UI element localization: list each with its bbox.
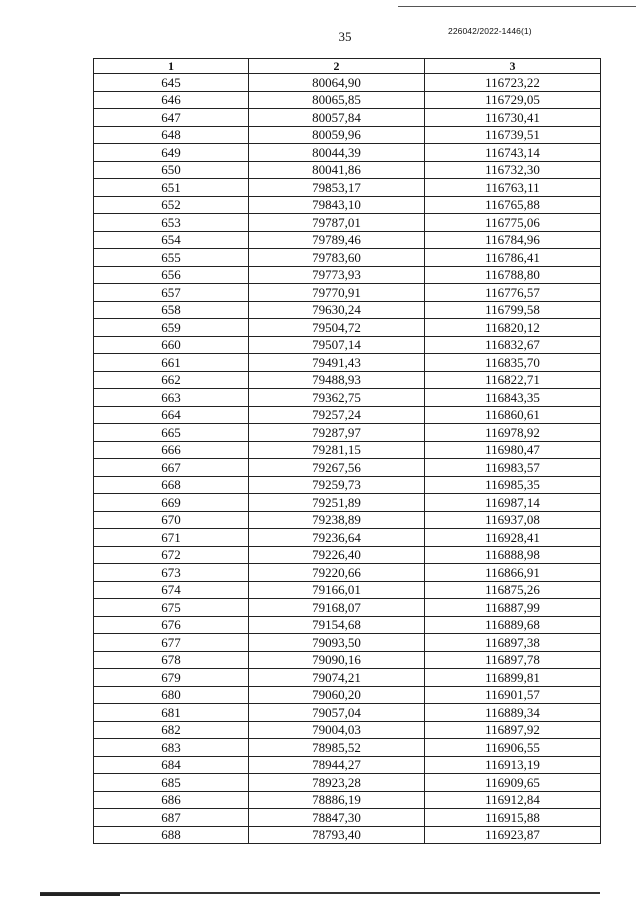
document-id: 226042/2022-1446(1) (448, 26, 532, 36)
x-coordinate-cell: 79281,15 (249, 441, 425, 459)
x-coordinate-cell: 79060,20 (249, 686, 425, 704)
table-row (94, 599, 601, 617)
point-number-cell: 648 (94, 126, 249, 144)
point-number-cell: 664 (94, 406, 249, 424)
footer-rule (40, 892, 600, 894)
point-number-cell: 666 (94, 441, 249, 459)
point-number-cell: 647 (94, 109, 249, 127)
y-coordinate-cell: 116820,12 (425, 319, 601, 337)
y-coordinate-cell: 116822,71 (425, 371, 601, 389)
x-coordinate-cell: 80041,86 (249, 161, 425, 179)
point-number-cell: 686 (94, 791, 249, 809)
y-coordinate-cell: 116909,65 (425, 774, 601, 792)
table-row (94, 686, 601, 704)
point-number-cell: 654 (94, 231, 249, 249)
table-row (94, 826, 601, 844)
x-coordinate-cell: 78985,52 (249, 739, 425, 757)
y-coordinate-cell: 116913,19 (425, 756, 601, 774)
point-number-cell: 677 (94, 634, 249, 652)
footer-rule-mark (40, 893, 120, 896)
table-row (94, 809, 601, 827)
table-row (94, 266, 601, 284)
x-coordinate-cell: 79004,03 (249, 721, 425, 739)
y-coordinate-cell: 116786,41 (425, 249, 601, 267)
point-number-cell: 682 (94, 721, 249, 739)
y-coordinate-cell: 116897,38 (425, 634, 601, 652)
x-coordinate-cell: 79220,66 (249, 564, 425, 582)
point-number-cell: 658 (94, 301, 249, 319)
y-coordinate-cell: 116985,35 (425, 476, 601, 494)
y-coordinate-cell: 116983,57 (425, 459, 601, 477)
x-coordinate-cell: 78944,27 (249, 756, 425, 774)
point-number-cell: 679 (94, 669, 249, 687)
y-coordinate-cell: 116906,55 (425, 739, 601, 757)
y-coordinate-cell: 116901,57 (425, 686, 601, 704)
table-row (94, 634, 601, 652)
column-header-2: 2 (249, 59, 425, 74)
x-coordinate-cell: 80059,96 (249, 126, 425, 144)
y-coordinate-cell: 116889,34 (425, 704, 601, 722)
point-number-cell: 668 (94, 476, 249, 494)
y-coordinate-cell: 116763,11 (425, 179, 601, 197)
table-row (94, 336, 601, 354)
x-coordinate-cell: 79251,89 (249, 494, 425, 512)
point-number-cell: 656 (94, 266, 249, 284)
table-row (94, 319, 601, 337)
x-coordinate-cell: 79843,10 (249, 196, 425, 214)
y-coordinate-cell: 116875,26 (425, 581, 601, 599)
x-coordinate-cell: 79168,07 (249, 599, 425, 617)
point-number-cell: 665 (94, 424, 249, 442)
table-row (94, 284, 601, 302)
table-row (94, 179, 601, 197)
x-coordinate-cell: 79770,91 (249, 284, 425, 302)
x-coordinate-cell: 79236,64 (249, 529, 425, 547)
point-number-cell: 683 (94, 739, 249, 757)
point-number-cell: 680 (94, 686, 249, 704)
x-coordinate-cell: 79773,93 (249, 266, 425, 284)
table-row (94, 406, 601, 424)
page-number: 35 (338, 29, 352, 44)
table-row (94, 161, 601, 179)
table-row (94, 739, 601, 757)
x-coordinate-cell: 79154,68 (249, 616, 425, 634)
x-coordinate-cell: 79630,24 (249, 301, 425, 319)
point-number-cell: 684 (94, 756, 249, 774)
x-coordinate-cell: 79507,14 (249, 336, 425, 354)
table-row (94, 214, 601, 232)
table-row (94, 651, 601, 669)
y-coordinate-cell: 116832,67 (425, 336, 601, 354)
table-row (94, 301, 601, 319)
y-coordinate-cell: 116912,84 (425, 791, 601, 809)
y-coordinate-cell: 116899,81 (425, 669, 601, 687)
table-row (94, 91, 601, 109)
y-coordinate-cell: 116739,51 (425, 126, 601, 144)
point-number-cell: 653 (94, 214, 249, 232)
table-row (94, 424, 601, 442)
table-row (94, 616, 601, 634)
x-coordinate-cell: 79783,60 (249, 249, 425, 267)
point-number-cell: 667 (94, 459, 249, 477)
y-coordinate-cell: 116887,99 (425, 599, 601, 617)
table-row (94, 581, 601, 599)
y-coordinate-cell: 116987,14 (425, 494, 601, 512)
x-coordinate-cell: 79257,24 (249, 406, 425, 424)
x-coordinate-cell: 80064,90 (249, 74, 425, 92)
table-row (94, 511, 601, 529)
y-coordinate-cell: 116866,91 (425, 564, 601, 582)
table-row (94, 529, 601, 547)
y-coordinate-cell: 116775,06 (425, 214, 601, 232)
point-number-cell: 687 (94, 809, 249, 827)
y-coordinate-cell: 116889,68 (425, 616, 601, 634)
x-coordinate-cell: 79074,21 (249, 669, 425, 687)
point-number-cell: 655 (94, 249, 249, 267)
table-row (94, 231, 601, 249)
table-row (94, 704, 601, 722)
point-number-cell: 651 (94, 179, 249, 197)
point-number-cell: 672 (94, 546, 249, 564)
coordinates-table (93, 58, 601, 844)
point-number-cell: 674 (94, 581, 249, 599)
y-coordinate-cell: 116730,41 (425, 109, 601, 127)
header-rule (398, 6, 636, 7)
point-number-cell: 663 (94, 389, 249, 407)
y-coordinate-cell: 116897,92 (425, 721, 601, 739)
x-coordinate-cell: 79259,73 (249, 476, 425, 494)
y-coordinate-cell: 116743,14 (425, 144, 601, 162)
y-coordinate-cell: 116923,87 (425, 826, 601, 844)
point-number-cell: 662 (94, 371, 249, 389)
y-coordinate-cell: 116799,58 (425, 301, 601, 319)
x-coordinate-cell: 80044,39 (249, 144, 425, 162)
point-number-cell: 659 (94, 319, 249, 337)
point-number-cell: 678 (94, 651, 249, 669)
table-row (94, 249, 601, 267)
x-coordinate-cell: 79491,43 (249, 354, 425, 372)
table-row (94, 756, 601, 774)
table-row (94, 669, 601, 687)
table-row (94, 791, 601, 809)
y-coordinate-cell: 116978,92 (425, 424, 601, 442)
point-number-cell: 673 (94, 564, 249, 582)
point-number-cell: 661 (94, 354, 249, 372)
x-coordinate-cell: 78793,40 (249, 826, 425, 844)
table-row (94, 441, 601, 459)
y-coordinate-cell: 116788,80 (425, 266, 601, 284)
x-coordinate-cell: 79362,75 (249, 389, 425, 407)
point-number-cell: 670 (94, 511, 249, 529)
point-number-cell: 671 (94, 529, 249, 547)
x-coordinate-cell: 79789,46 (249, 231, 425, 249)
table-row (94, 371, 601, 389)
table-row (94, 144, 601, 162)
x-coordinate-cell: 79238,89 (249, 511, 425, 529)
point-number-cell: 675 (94, 599, 249, 617)
y-coordinate-cell: 116897,78 (425, 651, 601, 669)
x-coordinate-cell: 79787,01 (249, 214, 425, 232)
point-number-cell: 652 (94, 196, 249, 214)
table-row (94, 389, 601, 407)
y-coordinate-cell: 116776,57 (425, 284, 601, 302)
y-coordinate-cell: 116835,70 (425, 354, 601, 372)
x-coordinate-cell: 80057,84 (249, 109, 425, 127)
point-number-cell: 685 (94, 774, 249, 792)
column-header-3: 3 (425, 59, 601, 74)
point-number-cell: 649 (94, 144, 249, 162)
x-coordinate-cell: 79090,16 (249, 651, 425, 669)
x-coordinate-cell: 79226,40 (249, 546, 425, 564)
y-coordinate-cell: 116860,61 (425, 406, 601, 424)
x-coordinate-cell: 79166,01 (249, 581, 425, 599)
table-row (94, 459, 601, 477)
table-body (94, 74, 601, 844)
point-number-cell: 676 (94, 616, 249, 634)
y-coordinate-cell: 116888,98 (425, 546, 601, 564)
table-row (94, 109, 601, 127)
y-coordinate-cell: 116784,96 (425, 231, 601, 249)
x-coordinate-cell: 78847,30 (249, 809, 425, 827)
table-row (94, 546, 601, 564)
table-row (94, 564, 601, 582)
point-number-cell: 660 (94, 336, 249, 354)
x-coordinate-cell: 79488,93 (249, 371, 425, 389)
y-coordinate-cell: 116732,30 (425, 161, 601, 179)
point-number-cell: 646 (94, 91, 249, 109)
table-row (94, 196, 601, 214)
table-row (94, 126, 601, 144)
column-header-1: 1 (94, 59, 249, 74)
point-number-cell: 645 (94, 74, 249, 92)
point-number-cell: 650 (94, 161, 249, 179)
x-coordinate-cell: 79853,17 (249, 179, 425, 197)
y-coordinate-cell: 116723,22 (425, 74, 601, 92)
y-coordinate-cell: 116729,05 (425, 91, 601, 109)
table-row (94, 494, 601, 512)
table-header-row (94, 59, 601, 74)
y-coordinate-cell: 116765,88 (425, 196, 601, 214)
table-row (94, 721, 601, 739)
point-number-cell: 688 (94, 826, 249, 844)
x-coordinate-cell: 79287,97 (249, 424, 425, 442)
y-coordinate-cell: 116937,08 (425, 511, 601, 529)
y-coordinate-cell: 116843,35 (425, 389, 601, 407)
x-coordinate-cell: 78886,19 (249, 791, 425, 809)
x-coordinate-cell: 78923,28 (249, 774, 425, 792)
x-coordinate-cell: 79093,50 (249, 634, 425, 652)
x-coordinate-cell: 79057,04 (249, 704, 425, 722)
x-coordinate-cell: 79267,56 (249, 459, 425, 477)
y-coordinate-cell: 116928,41 (425, 529, 601, 547)
x-coordinate-cell: 80065,85 (249, 91, 425, 109)
table-row (94, 354, 601, 372)
y-coordinate-cell: 116915,88 (425, 809, 601, 827)
table-row (94, 476, 601, 494)
point-number-cell: 657 (94, 284, 249, 302)
table-row (94, 74, 601, 92)
x-coordinate-cell: 79504,72 (249, 319, 425, 337)
y-coordinate-cell: 116980,47 (425, 441, 601, 459)
point-number-cell: 669 (94, 494, 249, 512)
point-number-cell: 681 (94, 704, 249, 722)
table-row (94, 774, 601, 792)
